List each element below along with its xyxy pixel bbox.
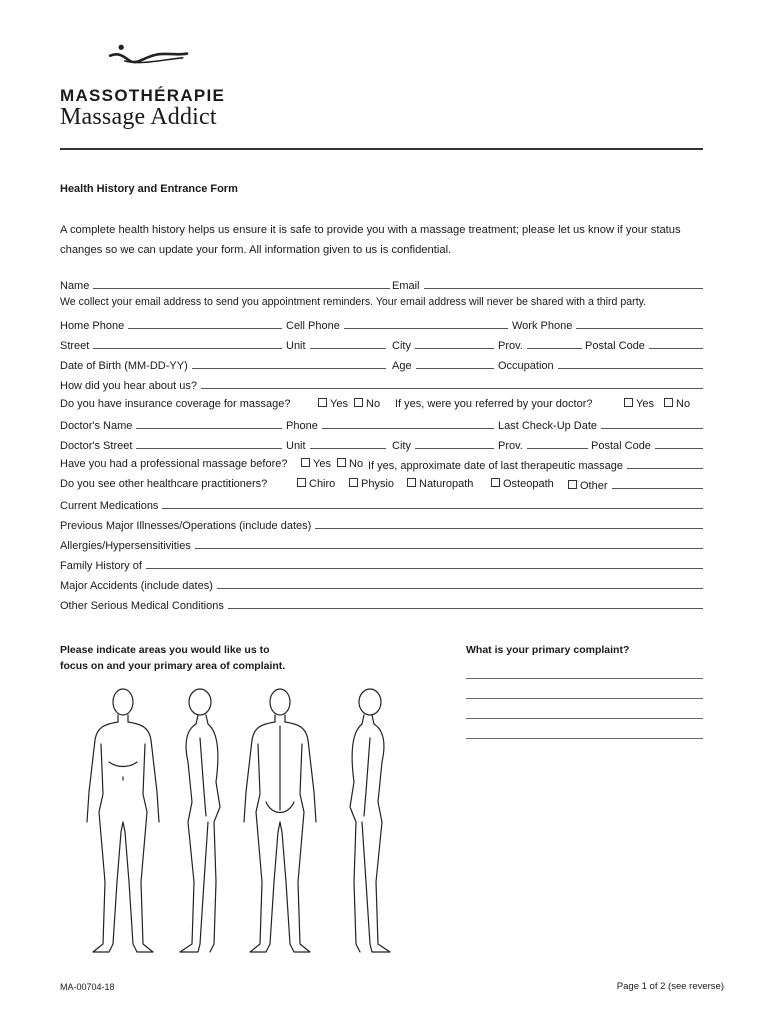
row-illnesses [60, 518, 703, 534]
approx-date-field[interactable]: If yes, approximate date of last therapeutic massage [368, 458, 703, 472]
physio-checkbox[interactable]: Physio [347, 478, 394, 490]
body-front-icon[interactable] [87, 689, 159, 952]
row-allergies [60, 538, 703, 554]
row-other-conditions [60, 598, 703, 614]
prev-massage-yes-checkbox[interactable]: Yes [299, 458, 331, 470]
doctor-unit-field[interactable]: Unit [286, 438, 386, 452]
accidents-field[interactable]: Major Accidents (include dates) [60, 578, 703, 592]
work-phone-field[interactable]: Work Phone [512, 318, 703, 332]
row-dob [60, 358, 703, 374]
doctor-street-field[interactable]: Doctor's Street [60, 438, 282, 452]
doctor-name-field[interactable]: Doctor's Name [60, 418, 282, 432]
referred-label: If yes, were you referred by your doctor? [395, 398, 593, 410]
brand-name-en: Massage Addict [60, 104, 217, 130]
dob-field[interactable]: Date of Birth (MM-DD-YY) [60, 358, 386, 372]
practitioners-label: Do you see other healthcare practitioners? [60, 478, 268, 490]
family-history-field[interactable]: Family History of [60, 558, 703, 572]
complaint-line-2[interactable] [466, 698, 703, 699]
brand-name-fr: MASSOTHÉRAPIE [60, 86, 226, 105]
osteopath-checkbox[interactable]: Osteopath [489, 478, 554, 490]
name-field[interactable]: Name [60, 278, 390, 292]
home-phone-field[interactable]: Home Phone [60, 318, 282, 332]
last-checkup-field[interactable]: Last Check-Up Date [498, 418, 703, 432]
other-conditions-field[interactable]: Other Serious Medical Conditions [60, 598, 703, 612]
doctor-prov-field[interactable]: Prov. [498, 438, 588, 452]
medications-field[interactable]: Current Medications [60, 498, 703, 512]
postal-code-field[interactable]: Postal Code [585, 338, 703, 352]
row-doctor-address [60, 438, 703, 454]
street-field[interactable]: Street [60, 338, 282, 352]
chiro-checkbox[interactable]: Chiro [295, 478, 335, 490]
doctor-phone-field[interactable]: Phone [286, 418, 494, 432]
row-medications [60, 498, 703, 514]
occupation-field[interactable]: Occupation [498, 358, 703, 372]
age-field[interactable]: Age [392, 358, 494, 372]
prev-massage-label: Have you had a professional massage before? [60, 458, 288, 470]
form-intro: A complete health history helps us ensure it is safe to provide you with a massage treatment; please let us know if your status changes so we can update your form. All information given to us is confidential. [60, 224, 681, 256]
body-side-right-icon[interactable] [180, 689, 220, 952]
brand-logo-icon [60, 42, 245, 92]
doctor-postal-field[interactable]: Postal Code [591, 438, 703, 452]
row-accidents [60, 578, 703, 594]
complaint-heading: What is your primary complaint? [466, 644, 630, 656]
complaint-line-1[interactable] [466, 678, 703, 679]
prev-massage-no-checkbox[interactable]: No [335, 458, 363, 470]
header-divider [60, 148, 703, 150]
insurance-no-checkbox[interactable]: No [352, 398, 380, 410]
doctor-city-field[interactable]: City [392, 438, 494, 452]
body-back-icon[interactable] [244, 689, 316, 952]
other-checkbox[interactable]: Other [566, 478, 703, 492]
naturopath-checkbox[interactable]: Naturopath [405, 478, 473, 490]
unit-field[interactable]: Unit [286, 338, 386, 352]
form-code: MA-00704-18 [60, 982, 115, 992]
city-field[interactable]: City [392, 338, 494, 352]
form-title: Health History and Entrance Form [60, 183, 238, 195]
complaint-line-3[interactable] [466, 718, 703, 719]
referred-yes-checkbox[interactable]: Yes [622, 398, 654, 410]
row-practitioners [60, 478, 703, 494]
row-insurance [60, 398, 703, 414]
row-doctor [60, 418, 703, 434]
heard-field[interactable]: How did you hear about us? [60, 378, 703, 392]
row-heard [60, 378, 703, 394]
cell-phone-field[interactable]: Cell Phone [286, 318, 508, 332]
row-phones [60, 318, 703, 334]
row-family-history [60, 558, 703, 574]
complaint-line-4[interactable] [466, 738, 703, 739]
body-diagram[interactable] [60, 682, 420, 962]
email-note: We collect your email address to send you appointment reminders. Your email address will never be shared with a third party. [60, 296, 647, 308]
row-address [60, 338, 703, 354]
illnesses-field[interactable]: Previous Major Illnesses/Operations (include dates) [60, 518, 703, 532]
prov-field[interactable]: Prov. [498, 338, 582, 352]
row-prev-massage [60, 458, 703, 474]
insurance-yes-checkbox[interactable]: Yes [316, 398, 348, 410]
body-side-left-icon[interactable] [350, 689, 390, 952]
body-section-heading: Please indicate areas you would like us to focus on and your primary area of complaint. [60, 644, 286, 672]
page-indicator: Page 1 of 2 (see reverse) [616, 981, 724, 992]
allergies-field[interactable]: Allergies/Hypersensitivities [60, 538, 703, 552]
row-name-email [60, 278, 703, 294]
insurance-label: Do you have insurance coverage for massage? [60, 398, 291, 410]
referred-no-checkbox[interactable]: No [662, 398, 690, 410]
email-field[interactable]: Email [392, 278, 703, 292]
